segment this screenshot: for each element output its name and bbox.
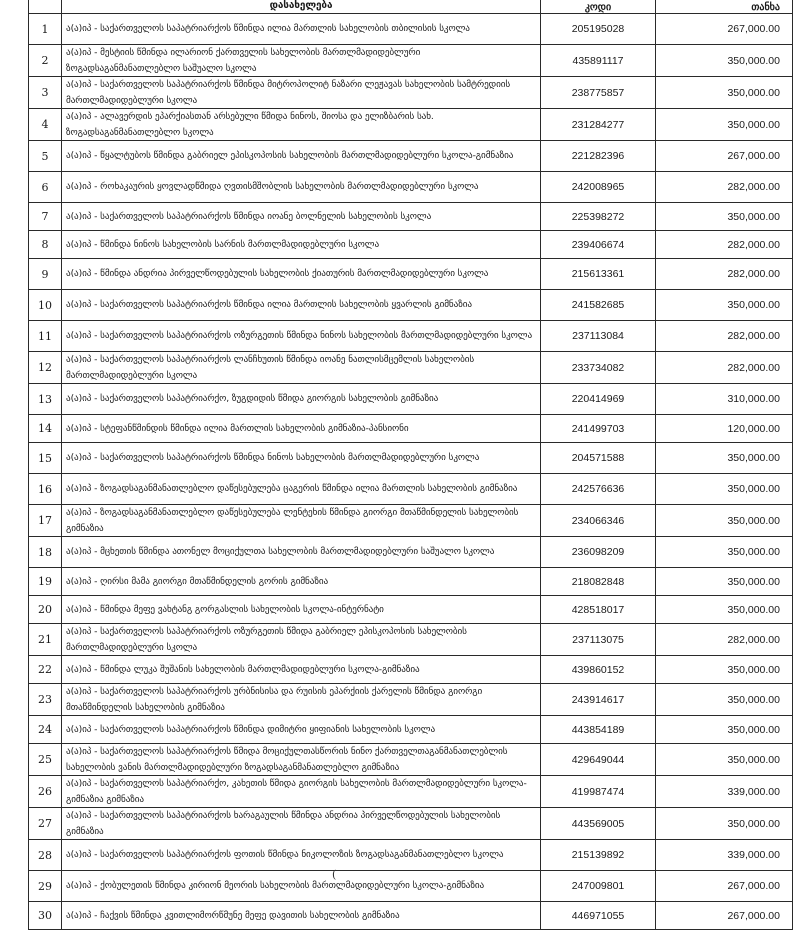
row-amount xyxy=(656,109,793,141)
row-name xyxy=(62,290,541,321)
row-code-text: 419987474 xyxy=(571,785,625,798)
row-name xyxy=(62,109,541,141)
table-row xyxy=(29,684,793,716)
row-number xyxy=(29,77,62,109)
row-number-text: 13 xyxy=(38,392,52,406)
row-name-text: ა(ა)იპ - წმინდა ლუკა შუშანის სახელობის მართლმადიდებლური სკოლა-გიმნაზია xyxy=(66,663,420,675)
row-code xyxy=(541,840,656,871)
row-code-text: 221282396 xyxy=(571,150,625,162)
row-code-text: 241582685 xyxy=(571,299,625,311)
row-number-text: 18 xyxy=(38,545,52,559)
row-amount xyxy=(656,624,793,656)
row-number xyxy=(29,259,62,290)
row-number xyxy=(29,443,62,474)
row-amount-text: 282,000.00 xyxy=(727,268,780,280)
header-num xyxy=(29,0,62,14)
row-code-text: 220414969 xyxy=(571,393,625,405)
row-number xyxy=(29,352,62,384)
row-name-text: ა(ა)იპ - ალავერდის ეპარქიასთან არსებული წმიდა ნინოს, შიოსა და ელიზბარის სახ. ზოგადსაგანმანათლებლო სკოლა xyxy=(66,111,434,138)
row-number-text: 15 xyxy=(38,451,52,465)
row-number-text: 7 xyxy=(41,210,49,223)
row-amount-text: 350,000.00 xyxy=(727,452,780,464)
row-name-text: ა(ა)იპ - საქართველოს საპატრიარქო, ზუგდიდის წმიდა გიორგის სახელობის გიმნაზია xyxy=(66,393,439,405)
row-amount xyxy=(656,352,793,384)
row-number xyxy=(29,537,62,568)
row-amount xyxy=(656,902,793,930)
row-name-text: ა(ა)იპ - ზოგადსაგანმანათლებლო დაწესებულება ლენტეხის წმინდა გიორგი მთაწმინდელის სახელობის გიმნაზია xyxy=(66,507,519,534)
row-code-text: 242008965 xyxy=(571,181,625,193)
row-name-text: ა(ა)იპ - ქობულეთის წმინდა კირიონ მეორის სახელობის მართლმადიდებლური სკოლა-გიმნაზია xyxy=(66,880,485,892)
table-row xyxy=(29,259,793,290)
row-amount xyxy=(656,656,793,684)
row-number xyxy=(29,14,62,45)
row-amount-text: 350,000.00 xyxy=(727,54,780,67)
row-name xyxy=(62,321,541,352)
row-code xyxy=(541,290,656,321)
row-amount xyxy=(656,684,793,716)
row-number xyxy=(29,290,62,321)
row-amount-text: 350,000.00 xyxy=(727,299,780,311)
row-code xyxy=(541,259,656,290)
row-number-text: 11 xyxy=(38,329,52,343)
row-amount xyxy=(656,321,793,352)
row-number-text: 16 xyxy=(38,482,52,496)
row-amount-text: 350,000.00 xyxy=(727,210,780,223)
row-code xyxy=(541,568,656,596)
row-amount xyxy=(656,443,793,474)
row-name xyxy=(62,259,541,290)
row-amount-text: 350,000.00 xyxy=(727,86,780,99)
row-name-text: ა(ა)იპ - საქართველოს საპატრიარქოს ოზურგეთის წმიდა გაბრიელ ეპისკოპოსის სახელობის მართლმადიდებლური სკოლა xyxy=(66,626,467,653)
table-row xyxy=(29,109,793,141)
table-row xyxy=(29,474,793,505)
row-code-text: 435891117 xyxy=(572,54,624,67)
row-name-text: ა(ა)იპ - საქართველოს საპატრიარქოს ურბნისისა და რუისის ეპარქიის ქარელის წმინდა გიორგი მთაწმინდელის სახელობის გიმნაზია xyxy=(66,686,483,713)
row-name xyxy=(62,231,541,259)
row-code xyxy=(541,808,656,840)
row-code xyxy=(541,352,656,384)
funding-table xyxy=(28,0,793,930)
row-name-text: ა(ა)იპ - საქართველოს საპატრიარქოს წმინდა დიმიტრი ყიფიანის სახელობის სკოლა xyxy=(66,723,436,735)
row-name-text: ა(ა)იპ - საქართველოს საპატრიარქოს წმინდა ნინოს სახელობის მართლმადიდებლური სკოლა xyxy=(66,452,480,464)
row-number-text: 8 xyxy=(41,238,49,251)
row-number xyxy=(29,321,62,352)
row-name-text: ა(ა)იპ - როხაკაურის ყოვლადწმიდა ღვთისმშობლის სახელობის მართლმადიდებლური სკოლა xyxy=(66,181,479,193)
row-name xyxy=(62,744,541,776)
row-code xyxy=(541,596,656,624)
table-row xyxy=(29,384,793,415)
row-name xyxy=(62,716,541,744)
row-amount xyxy=(656,259,793,290)
row-number-text: 6 xyxy=(41,180,49,194)
row-code xyxy=(541,321,656,352)
row-number-text: 20 xyxy=(38,603,52,616)
row-amount-text: 350,000.00 xyxy=(727,118,780,131)
row-code xyxy=(541,624,656,656)
table-row xyxy=(29,77,793,109)
row-code-text: 428518017 xyxy=(571,603,625,616)
row-name-text: ა(ა)იპ - ზოგადსაგანმანათლებლო დაწესებულება ცაგერის წმინდა ილია მართლის სახელობის გიმნაზია xyxy=(66,483,518,495)
row-number xyxy=(29,716,62,744)
row-name xyxy=(62,172,541,203)
row-name-text: ა(ა)იპ - მცხეთის წმინდა ათონელ მოციქულთა სახელობის მართლმადიდებლური საშუალო სკოლა xyxy=(66,546,495,558)
row-name-text: ა(ა)იპ - წმინდა ანდრია პირველწოდებულის სახელობის ქიათურის მართლმადიდებლური სკოლა xyxy=(66,268,489,280)
row-number-text: 1 xyxy=(41,22,49,36)
row-amount xyxy=(656,776,793,808)
row-amount-text: 267,000.00 xyxy=(727,23,780,35)
row-code-text: 215613361 xyxy=(571,268,625,280)
row-code xyxy=(541,172,656,203)
row-name xyxy=(62,624,541,656)
row-code xyxy=(541,716,656,744)
row-number-text: 24 xyxy=(38,723,52,736)
row-code-text: 439860152 xyxy=(571,663,625,676)
header-code: კოდი xyxy=(541,0,656,14)
row-amount xyxy=(656,505,793,537)
row-name xyxy=(62,568,541,596)
row-amount-text: 282,000.00 xyxy=(727,361,780,374)
row-name xyxy=(62,443,541,474)
row-number xyxy=(29,776,62,808)
table-row xyxy=(29,776,793,808)
row-code xyxy=(541,537,656,568)
row-amount-text: 339,000.00 xyxy=(727,785,780,798)
table-row xyxy=(29,840,793,871)
row-name xyxy=(62,14,541,45)
row-name-text: ა(ა)იპ - საქართველოს საპატრიარქოს ხარაგაულის წმინდა ანდრია პირველწოდებულის სახელობის გიმნაზია xyxy=(66,810,501,837)
row-number xyxy=(29,505,62,537)
row-name-text: ა(ა)იპ - საქართველოს საპატრიარქო, კახეთის წმიდა გიორგის სახელობის მართლმადიდებლური სკოლა-გიმნაზია გიმნაზია xyxy=(66,778,527,805)
row-code xyxy=(541,505,656,537)
table-row xyxy=(29,505,793,537)
header-amount: თანხა xyxy=(656,0,793,14)
row-name-text: ა(ა)იპ - საქართველოს საპატრიარქოს ლანჩხუთის წმინდა იოანე ნათლისმცემლის სახელობის მართლმადიდებლური სკოლა xyxy=(66,354,475,381)
row-number xyxy=(29,902,62,930)
row-number-text: 2 xyxy=(41,54,49,67)
row-amount xyxy=(656,14,793,45)
row-code xyxy=(541,684,656,716)
table-row xyxy=(29,203,793,231)
row-number xyxy=(29,203,62,231)
row-amount xyxy=(656,744,793,776)
row-amount-text: 120,000.00 xyxy=(727,422,780,435)
row-number-text: 29 xyxy=(38,879,52,893)
row-number xyxy=(29,231,62,259)
row-name-text: ა(ა)იპ - მესტიის წმინდა ილარიონ ქართველის სახელობის მართლმადიდებლური ზოგადსაგანმანათლებლო საშუალო სკოლა xyxy=(66,47,421,74)
row-code xyxy=(541,744,656,776)
table-row xyxy=(29,871,793,902)
row-amount-text: 310,000.00 xyxy=(727,393,780,405)
row-amount xyxy=(656,537,793,568)
row-code-text: 215139892 xyxy=(571,849,625,861)
row-amount-text: 350,000.00 xyxy=(727,483,780,495)
row-amount-text: 282,000.00 xyxy=(727,181,780,193)
row-name xyxy=(62,415,541,443)
footer-mark: ( xyxy=(332,868,337,881)
row-number xyxy=(29,384,62,415)
row-amount-text: 350,000.00 xyxy=(727,514,780,527)
table-row xyxy=(29,596,793,624)
row-amount xyxy=(656,77,793,109)
row-number-text: 12 xyxy=(38,361,52,374)
table-row xyxy=(29,321,793,352)
row-number xyxy=(29,415,62,443)
row-code xyxy=(541,77,656,109)
row-number-text: 22 xyxy=(38,663,52,676)
row-number xyxy=(29,684,62,716)
row-name xyxy=(62,808,541,840)
row-number xyxy=(29,141,62,172)
table-row xyxy=(29,352,793,384)
row-number-text: 26 xyxy=(38,785,52,798)
row-amount-text: 350,000.00 xyxy=(727,663,780,676)
row-name-text: ა(ა)იპ - ღირსი მამა გიორგი მთაწმინდელის გორის გიმნაზია xyxy=(66,575,329,587)
row-number xyxy=(29,172,62,203)
row-number-text: 17 xyxy=(38,514,52,527)
row-number xyxy=(29,109,62,141)
table-row xyxy=(29,231,793,259)
row-name xyxy=(62,203,541,231)
row-name-text: ა(ა)იპ - საქართველოს საპატრიარქოს წმინდა ილია მართლის სახელობის ყვარლის გიმნაზია xyxy=(66,299,472,311)
row-number-text: 30 xyxy=(38,909,52,922)
row-name xyxy=(62,474,541,505)
row-code xyxy=(541,14,656,45)
row-name-text: ა(ა)იპ - წმინდა ნინოს სახელობის სარნის მართლმადიდებლური სკოლა xyxy=(66,238,380,250)
row-number xyxy=(29,45,62,77)
row-code xyxy=(541,45,656,77)
row-code-text: 237113084 xyxy=(572,330,624,342)
row-name xyxy=(62,776,541,808)
row-name-text: ა(ა)იპ - საქართველოს საპატრიარქოს წმინდა ილია მართლის სახელობის თბილისის სკოლა xyxy=(66,23,470,35)
row-amount xyxy=(656,384,793,415)
row-amount-text: 350,000.00 xyxy=(727,693,780,706)
row-name xyxy=(62,871,541,902)
row-code-text: 218082848 xyxy=(571,575,625,588)
table-row xyxy=(29,172,793,203)
row-amount xyxy=(656,415,793,443)
row-amount xyxy=(656,716,793,744)
table-row xyxy=(29,808,793,840)
row-code-text: 225398272 xyxy=(571,210,625,223)
row-code xyxy=(541,203,656,231)
row-number xyxy=(29,840,62,871)
row-code-text: 446971055 xyxy=(571,909,625,922)
row-code-text: 241499703 xyxy=(571,422,625,435)
row-code xyxy=(541,776,656,808)
row-code-text: 205195028 xyxy=(571,23,625,35)
row-name xyxy=(62,684,541,716)
row-name xyxy=(62,656,541,684)
table-row xyxy=(29,290,793,321)
row-amount xyxy=(656,45,793,77)
row-number xyxy=(29,808,62,840)
row-number-text: 9 xyxy=(41,267,49,281)
table-row xyxy=(29,656,793,684)
row-amount-text: 282,000.00 xyxy=(727,238,780,251)
row-number xyxy=(29,624,62,656)
row-code-text: 234066346 xyxy=(571,514,625,527)
row-name-text: ა(ა)იპ - საქართველოს საპატრიარქოს წმიდა მოციქულთასწორის ნინო ქართველთაგანმანათლებლის სახელობის ვანის მართლმადიდებლური ზოგადსაგანმანათლებლო გიმნაზია xyxy=(66,746,508,773)
row-amount-text: 350,000.00 xyxy=(727,817,780,830)
row-code xyxy=(541,871,656,902)
row-name-text: ა(ა)იპ - ჩაქვის წმინდა კვითლიმორწმუნე მეფე დავითის სახელობის გიმნაზია xyxy=(66,909,400,921)
row-name-text: ა(ა)იპ - საქართველოს საპატრიარქოს ოზურგეთის წმინდა ნინოს სახელობის მართლმადიდებლური სკოლა xyxy=(66,330,533,342)
row-code-text: 443854189 xyxy=(571,723,625,736)
row-code-text: 443569005 xyxy=(571,817,625,830)
row-name xyxy=(62,352,541,384)
row-name xyxy=(62,141,541,172)
row-amount xyxy=(656,568,793,596)
row-amount-text: 350,000.00 xyxy=(727,603,780,616)
row-code-text: 239406674 xyxy=(571,238,625,251)
row-code-text: 238775857 xyxy=(571,86,625,99)
row-amount-text: 267,000.00 xyxy=(727,909,780,922)
table-row xyxy=(29,45,793,77)
row-name-text: ა(ა)იპ - წყალტუბოს წმინდა გაბრიელ ეპისკოპოსის სახელობის მართლმადიდებლური სკოლა-გიმნაზია xyxy=(66,150,514,162)
table-row xyxy=(29,744,793,776)
row-number xyxy=(29,871,62,902)
row-number-text: 3 xyxy=(41,86,49,99)
table-row xyxy=(29,902,793,930)
row-code-text: 429649044 xyxy=(571,753,625,766)
row-amount-text: 282,000.00 xyxy=(727,633,780,646)
row-name xyxy=(62,505,541,537)
row-code xyxy=(541,109,656,141)
row-amount-text: 267,000.00 xyxy=(727,880,780,892)
row-number-text: 14 xyxy=(38,422,52,435)
row-name xyxy=(62,384,541,415)
row-number-text: 25 xyxy=(38,753,52,766)
row-number xyxy=(29,596,62,624)
row-amount-text: 267,000.00 xyxy=(727,150,780,162)
row-name-text: ა(ა)იპ - საქართველოს საპატრიარქოს წმინდა მიტროპოლიტ ნაზარი ლეჟავას სახელობის სამტრედიის მართლმადიდებლური სკოლა xyxy=(66,79,511,106)
row-code xyxy=(541,384,656,415)
row-name-text: ა(ა)იპ - საქართველოს საპატრიარქოს წმინდა იოანე ბოლნელის სახელობის სკოლა xyxy=(66,210,432,222)
table-body xyxy=(29,14,793,930)
row-code-text: 247009801 xyxy=(571,880,625,892)
table-row xyxy=(29,415,793,443)
row-amount xyxy=(656,474,793,505)
row-code xyxy=(541,415,656,443)
table-row xyxy=(29,624,793,656)
row-name-text: ა(ა)იპ - სტეფანწმინდის წმინდა ილია მართლის სახელობის გიმნაზია-პანსიონი xyxy=(66,422,409,434)
row-number xyxy=(29,474,62,505)
row-amount xyxy=(656,141,793,172)
row-number xyxy=(29,568,62,596)
row-code-text: 243914617 xyxy=(571,693,625,706)
row-code xyxy=(541,656,656,684)
row-name xyxy=(62,45,541,77)
row-amount xyxy=(656,290,793,321)
row-name xyxy=(62,537,541,568)
row-name-text: ა(ა)იპ - საქართველოს საპატრიარქოს ფოთის წმინდა ნიკოლოზის ზოგადსაგანმანათლებლო სკოლა xyxy=(66,849,504,861)
table-row xyxy=(29,716,793,744)
row-number xyxy=(29,744,62,776)
row-amount xyxy=(656,172,793,203)
row-amount xyxy=(656,840,793,871)
row-name xyxy=(62,77,541,109)
row-code-text: 204571588 xyxy=(571,452,625,464)
row-number-text: 19 xyxy=(38,575,52,588)
header-name: დასახელება xyxy=(62,0,541,14)
table-row xyxy=(29,14,793,45)
row-code-text: 242576636 xyxy=(571,483,625,495)
row-number-text: 4 xyxy=(41,118,49,131)
row-amount-text: 350,000.00 xyxy=(727,753,780,766)
row-code xyxy=(541,443,656,474)
row-amount-text: 350,000.00 xyxy=(727,546,780,558)
table-row xyxy=(29,443,793,474)
row-number-text: 27 xyxy=(38,817,52,830)
table-header-row xyxy=(29,0,793,14)
row-name xyxy=(62,840,541,871)
row-amount-text: 282,000.00 xyxy=(727,330,780,342)
row-code xyxy=(541,474,656,505)
row-amount-text: 339,000.00 xyxy=(727,849,780,861)
row-amount xyxy=(656,203,793,231)
row-name xyxy=(62,596,541,624)
row-code xyxy=(541,231,656,259)
row-amount xyxy=(656,871,793,902)
row-amount-text: 350,000.00 xyxy=(727,575,780,588)
row-code-text: 233734082 xyxy=(571,361,625,374)
table-row xyxy=(29,141,793,172)
row-code-text: 231284277 xyxy=(571,118,625,131)
row-amount-text: 350,000.00 xyxy=(727,723,780,736)
row-code xyxy=(541,141,656,172)
row-number-text: 21 xyxy=(38,633,52,646)
row-name-text: ა(ა)იპ - წმინდა მეფე ვახტანგ გორგასლის სახელობის სკოლა-ინტერნატი xyxy=(66,603,384,615)
table-row xyxy=(29,568,793,596)
row-code xyxy=(541,902,656,930)
row-name xyxy=(62,902,541,930)
row-number xyxy=(29,656,62,684)
row-number-text: 28 xyxy=(38,848,52,862)
row-number-text: 23 xyxy=(38,693,52,706)
row-amount xyxy=(656,808,793,840)
table-row xyxy=(29,537,793,568)
row-code-text: 237113075 xyxy=(572,633,624,646)
row-code-text: 236098209 xyxy=(571,546,625,558)
row-number-text: 10 xyxy=(38,298,52,312)
row-amount xyxy=(656,596,793,624)
row-number-text: 5 xyxy=(41,149,49,163)
row-amount xyxy=(656,231,793,259)
